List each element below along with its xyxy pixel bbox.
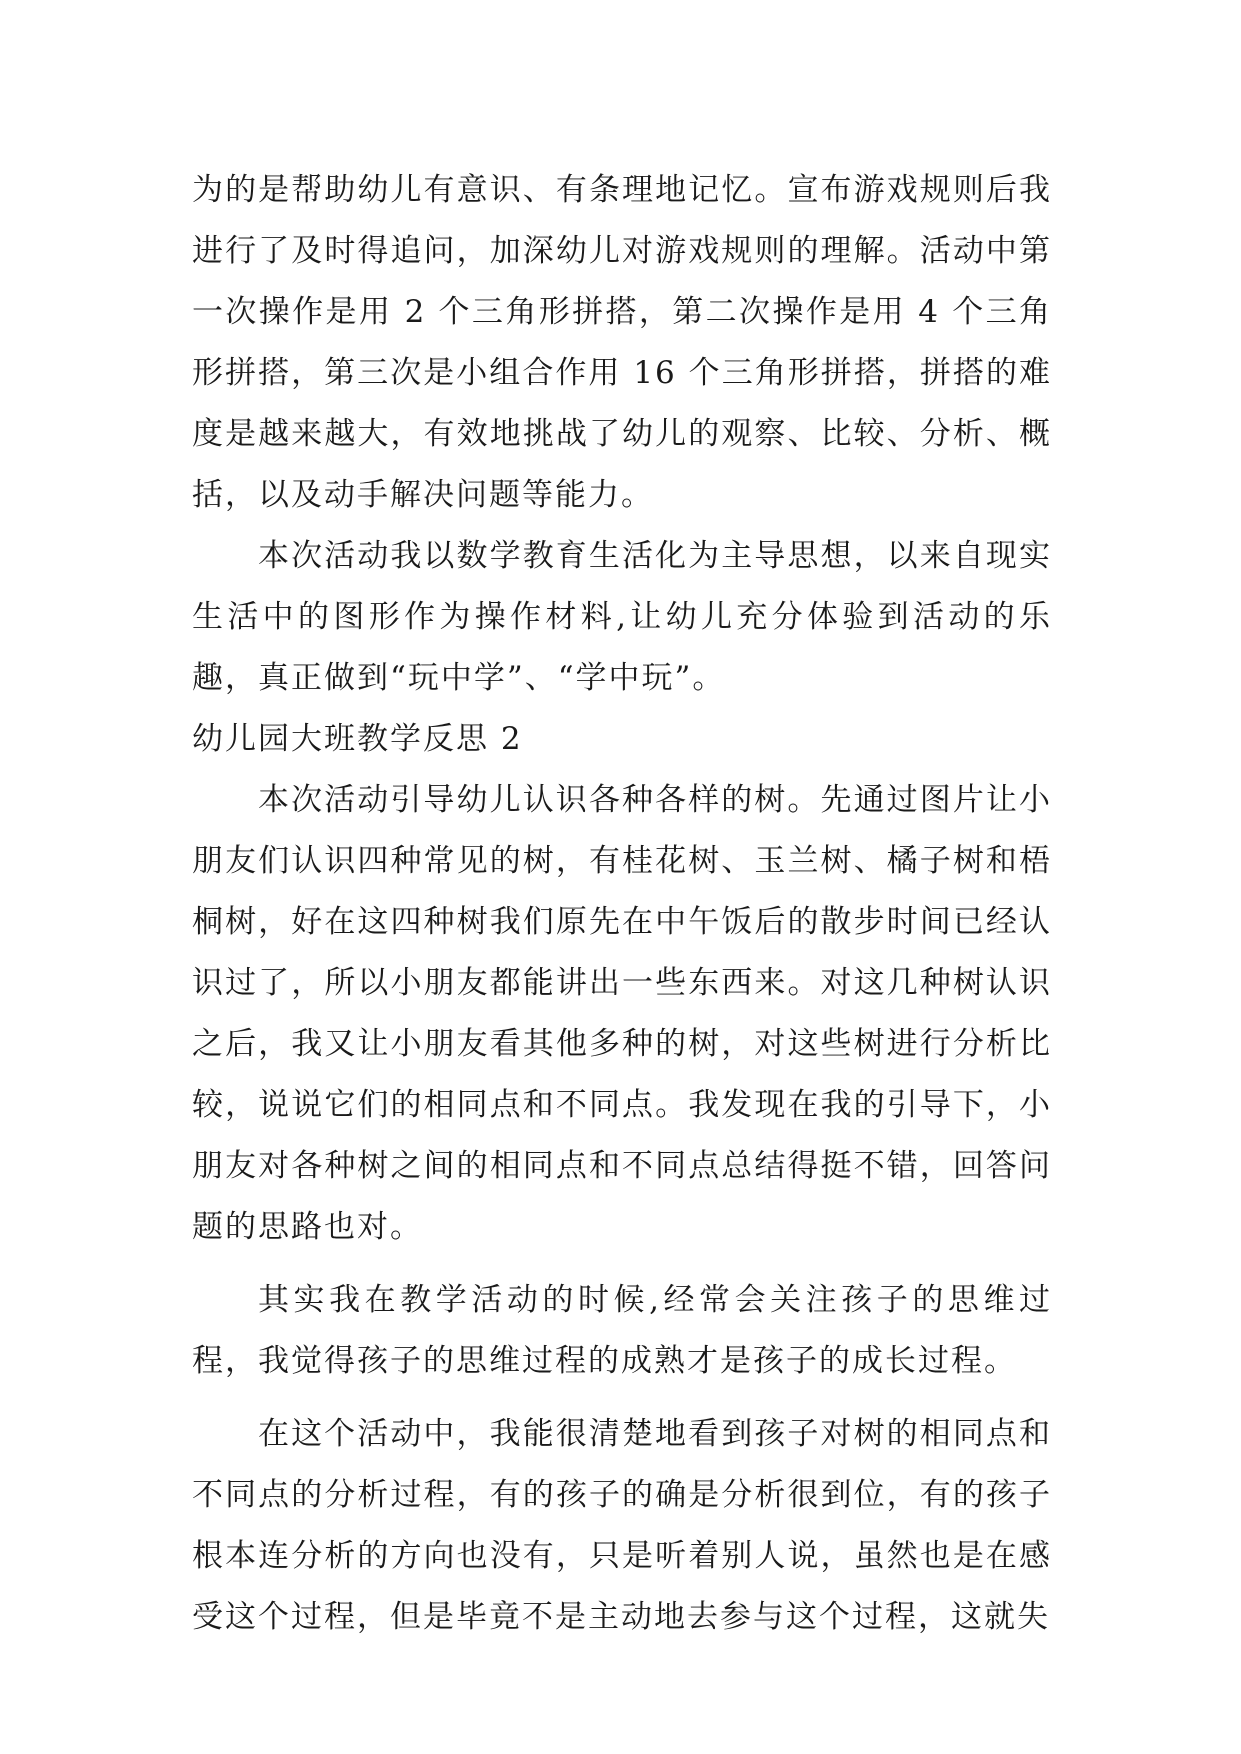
paragraph-thinking-process: 其实我在教学活动的时候,经常会关注孩子的思维过程，我觉得孩子的思维过程的成熟才是孩子的成长过程。	[192, 1282, 1052, 1379]
paragraph-summary: 本次活动我以数学教育生活化为主导思想，以来自现实生活中的图形作为操作材料,让幼儿充分体验到活动的乐趣，真正做到“玩中学”、“学中玩”。	[192, 538, 1052, 696]
section-heading: 幼儿园大班教学反思 2	[192, 721, 523, 757]
document-body	[192, 160, 1052, 1648]
paragraph-analysis: 在这个活动中，我能很清楚地看到孩子对树的相同点和不同点的分析过程，有的孩子的确是分析很到位，有的孩子根本连分析的方向也没有，只是听着别人说，虽然也是在感受这个过程，但是毕竟不是主动地去参与这个过程，这就失	[192, 1416, 1052, 1635]
paragraph-trees-intro: 本次活动引导幼儿认识各种各样的树。先通过图片让小朋友们认识四种常见的树，有桂花树、玉兰树、橘子树和梧桐树，好在这四种树我们原先在中午饭后的散步时间已经认识过了，所以小朋友都能讲出一些东西来。对这几种树认识之后，我又让小朋友看其他多种的树，对这些树进行分析比较，说说它们的相同点和不同点。我发现在我的引导下，小朋友对各种树之间的相同点和不同点总结得挺不错，回答问题的思路也对。	[192, 782, 1052, 1245]
paragraph-continued: 为的是帮助幼儿有意识、有条理地记忆。宣布游戏规则后我进行了及时得追问，加深幼儿对游戏规则的理解。活动中第一次操作是用 2 个三角形拼搭，第二次操作是用 4 个三角形拼搭，第三次是小组合作用 16 个三角形拼搭，拼搭的难度是越来越大，有效地挑战了幼儿的观察、比较、分析、概括，以及动手解决问题等能力。	[192, 172, 1052, 513]
